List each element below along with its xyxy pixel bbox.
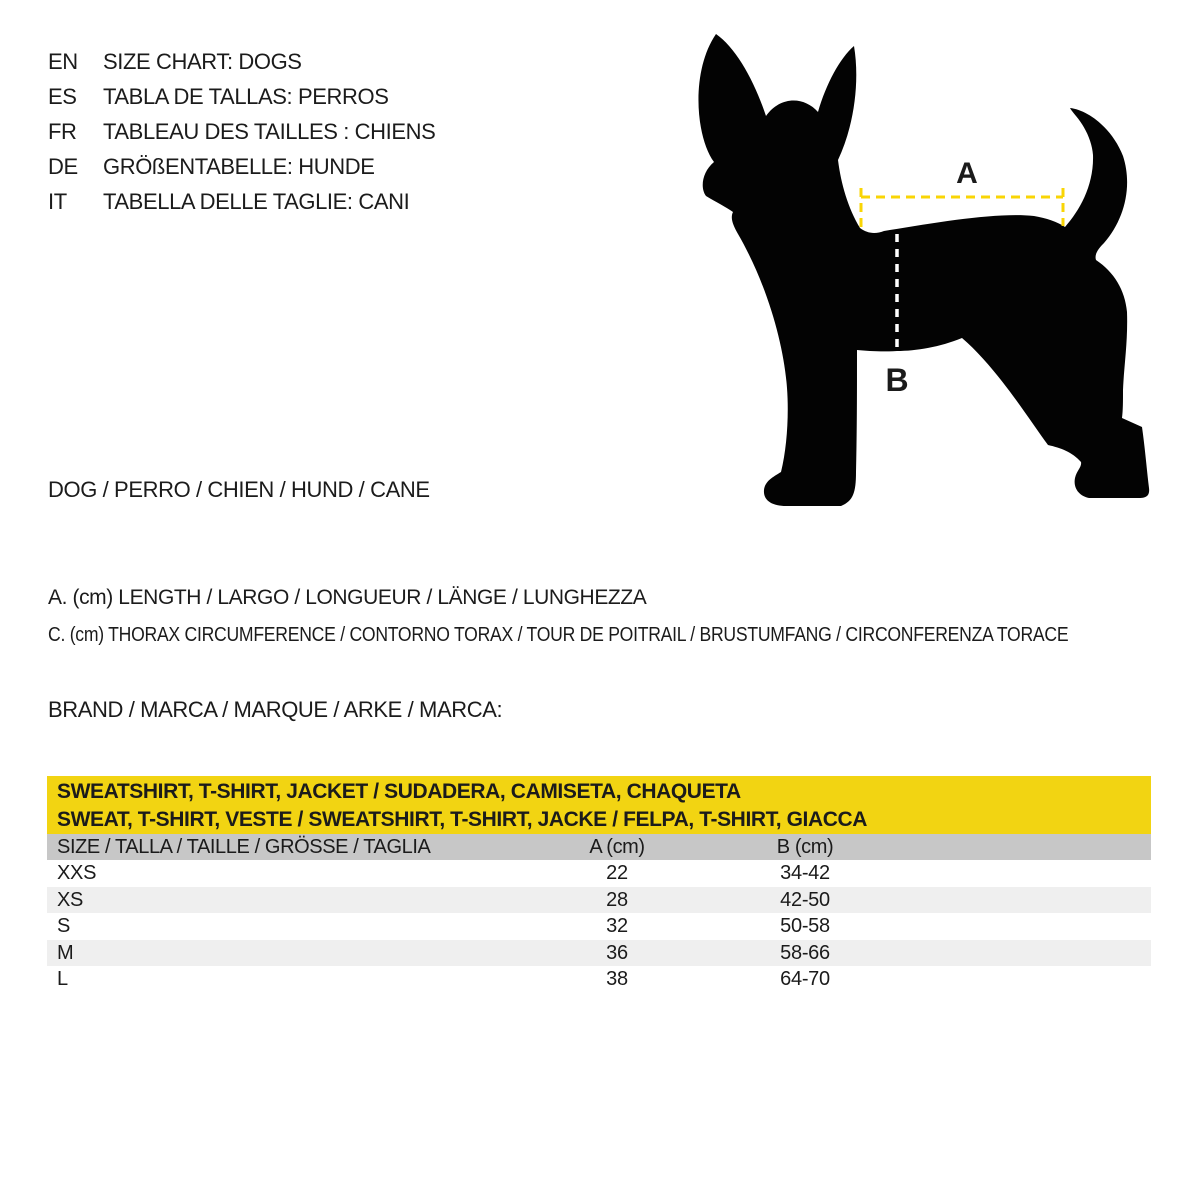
size-cell: XS: [57, 888, 84, 911]
brand-label: BRAND / MARCA / MARQUE / ARKE / MARCA:: [48, 697, 503, 722]
banner-line-1: SWEATSHIRT, T-SHIRT, JACKET / SUDADERA, CAMISETA, CHAQUETA: [57, 780, 741, 803]
size-cell: L: [57, 968, 68, 991]
language-code: FR: [48, 119, 77, 144]
b-cell: 42-50: [780, 888, 830, 911]
language-row: [48, 149, 435, 184]
table-row: [47, 913, 1151, 940]
table-row: [47, 940, 1151, 967]
language-title-list: [48, 44, 435, 219]
b-cell: 34-42: [780, 862, 830, 884]
garment-type-banner: [47, 776, 1151, 834]
a-cell: 28: [606, 888, 628, 911]
legend-thorax: C. (cm) THORAX CIRCUMFERENCE / CONTORNO TORAX / TOUR DE POITRAIL / BRUSTUMFANG / CIRCONFERENZA TORACE: [48, 624, 1069, 646]
b-cell: 58-66: [780, 941, 830, 964]
col-header-size: SIZE / TALLA / TAILLE / GRÖSSE / TAGLIA: [57, 836, 431, 858]
language-code: DE: [48, 154, 78, 179]
a-cell: 22: [606, 862, 628, 884]
chart-title: GRÖßENTABELLE: HUNDE: [103, 154, 375, 179]
chart-title: TABLA DE TALLAS: PERROS: [103, 84, 389, 109]
size-cell: M: [57, 941, 74, 964]
language-code: IT: [48, 189, 67, 214]
table-row: [47, 966, 1151, 993]
language-row: [48, 184, 435, 219]
b-cell: 50-58: [780, 915, 830, 938]
language-code: ES: [48, 84, 77, 109]
size-table: [47, 776, 1151, 993]
measure-a-label: A: [956, 157, 978, 190]
col-header-b: B (cm): [776, 836, 834, 858]
a-cell: 38: [606, 968, 628, 991]
size-cell: S: [57, 915, 71, 938]
legend-length: A. (cm) LENGTH / LARGO / LONGUEUR / LÄNGE / LUNGHEZZA: [48, 586, 647, 609]
table-header-row: [47, 834, 1151, 860]
b-cell: 64-70: [780, 968, 830, 991]
chart-title: SIZE CHART: DOGS: [103, 49, 302, 74]
table-row: [47, 887, 1151, 914]
a-cell: 32: [606, 915, 628, 938]
language-row: [48, 79, 435, 114]
language-code: EN: [48, 49, 78, 74]
banner-line-2: SWEAT, T-SHIRT, VESTE / SWEATSHIRT, T-SHIRT, JACKE / FELPA, T-SHIRT, GIACCA: [57, 807, 868, 831]
col-header-a: A (cm): [589, 836, 645, 858]
dog-silhouette-icon: [698, 34, 1149, 506]
chart-title: TABLEAU DES TAILLES : CHIENS: [103, 119, 436, 144]
language-row: [48, 114, 435, 149]
a-cell: 36: [606, 941, 628, 964]
size-cell: XXS: [57, 862, 97, 884]
chart-title: TABELLA DELLE TAGLIE: CANI: [103, 189, 410, 214]
measure-b-label: B: [885, 362, 909, 398]
animal-label: DOG / PERRO / CHIEN / HUND / CANE: [48, 477, 430, 502]
dog-measurement-diagram: [690, 20, 1170, 510]
language-row: [48, 44, 435, 79]
table-row: [47, 860, 1151, 887]
